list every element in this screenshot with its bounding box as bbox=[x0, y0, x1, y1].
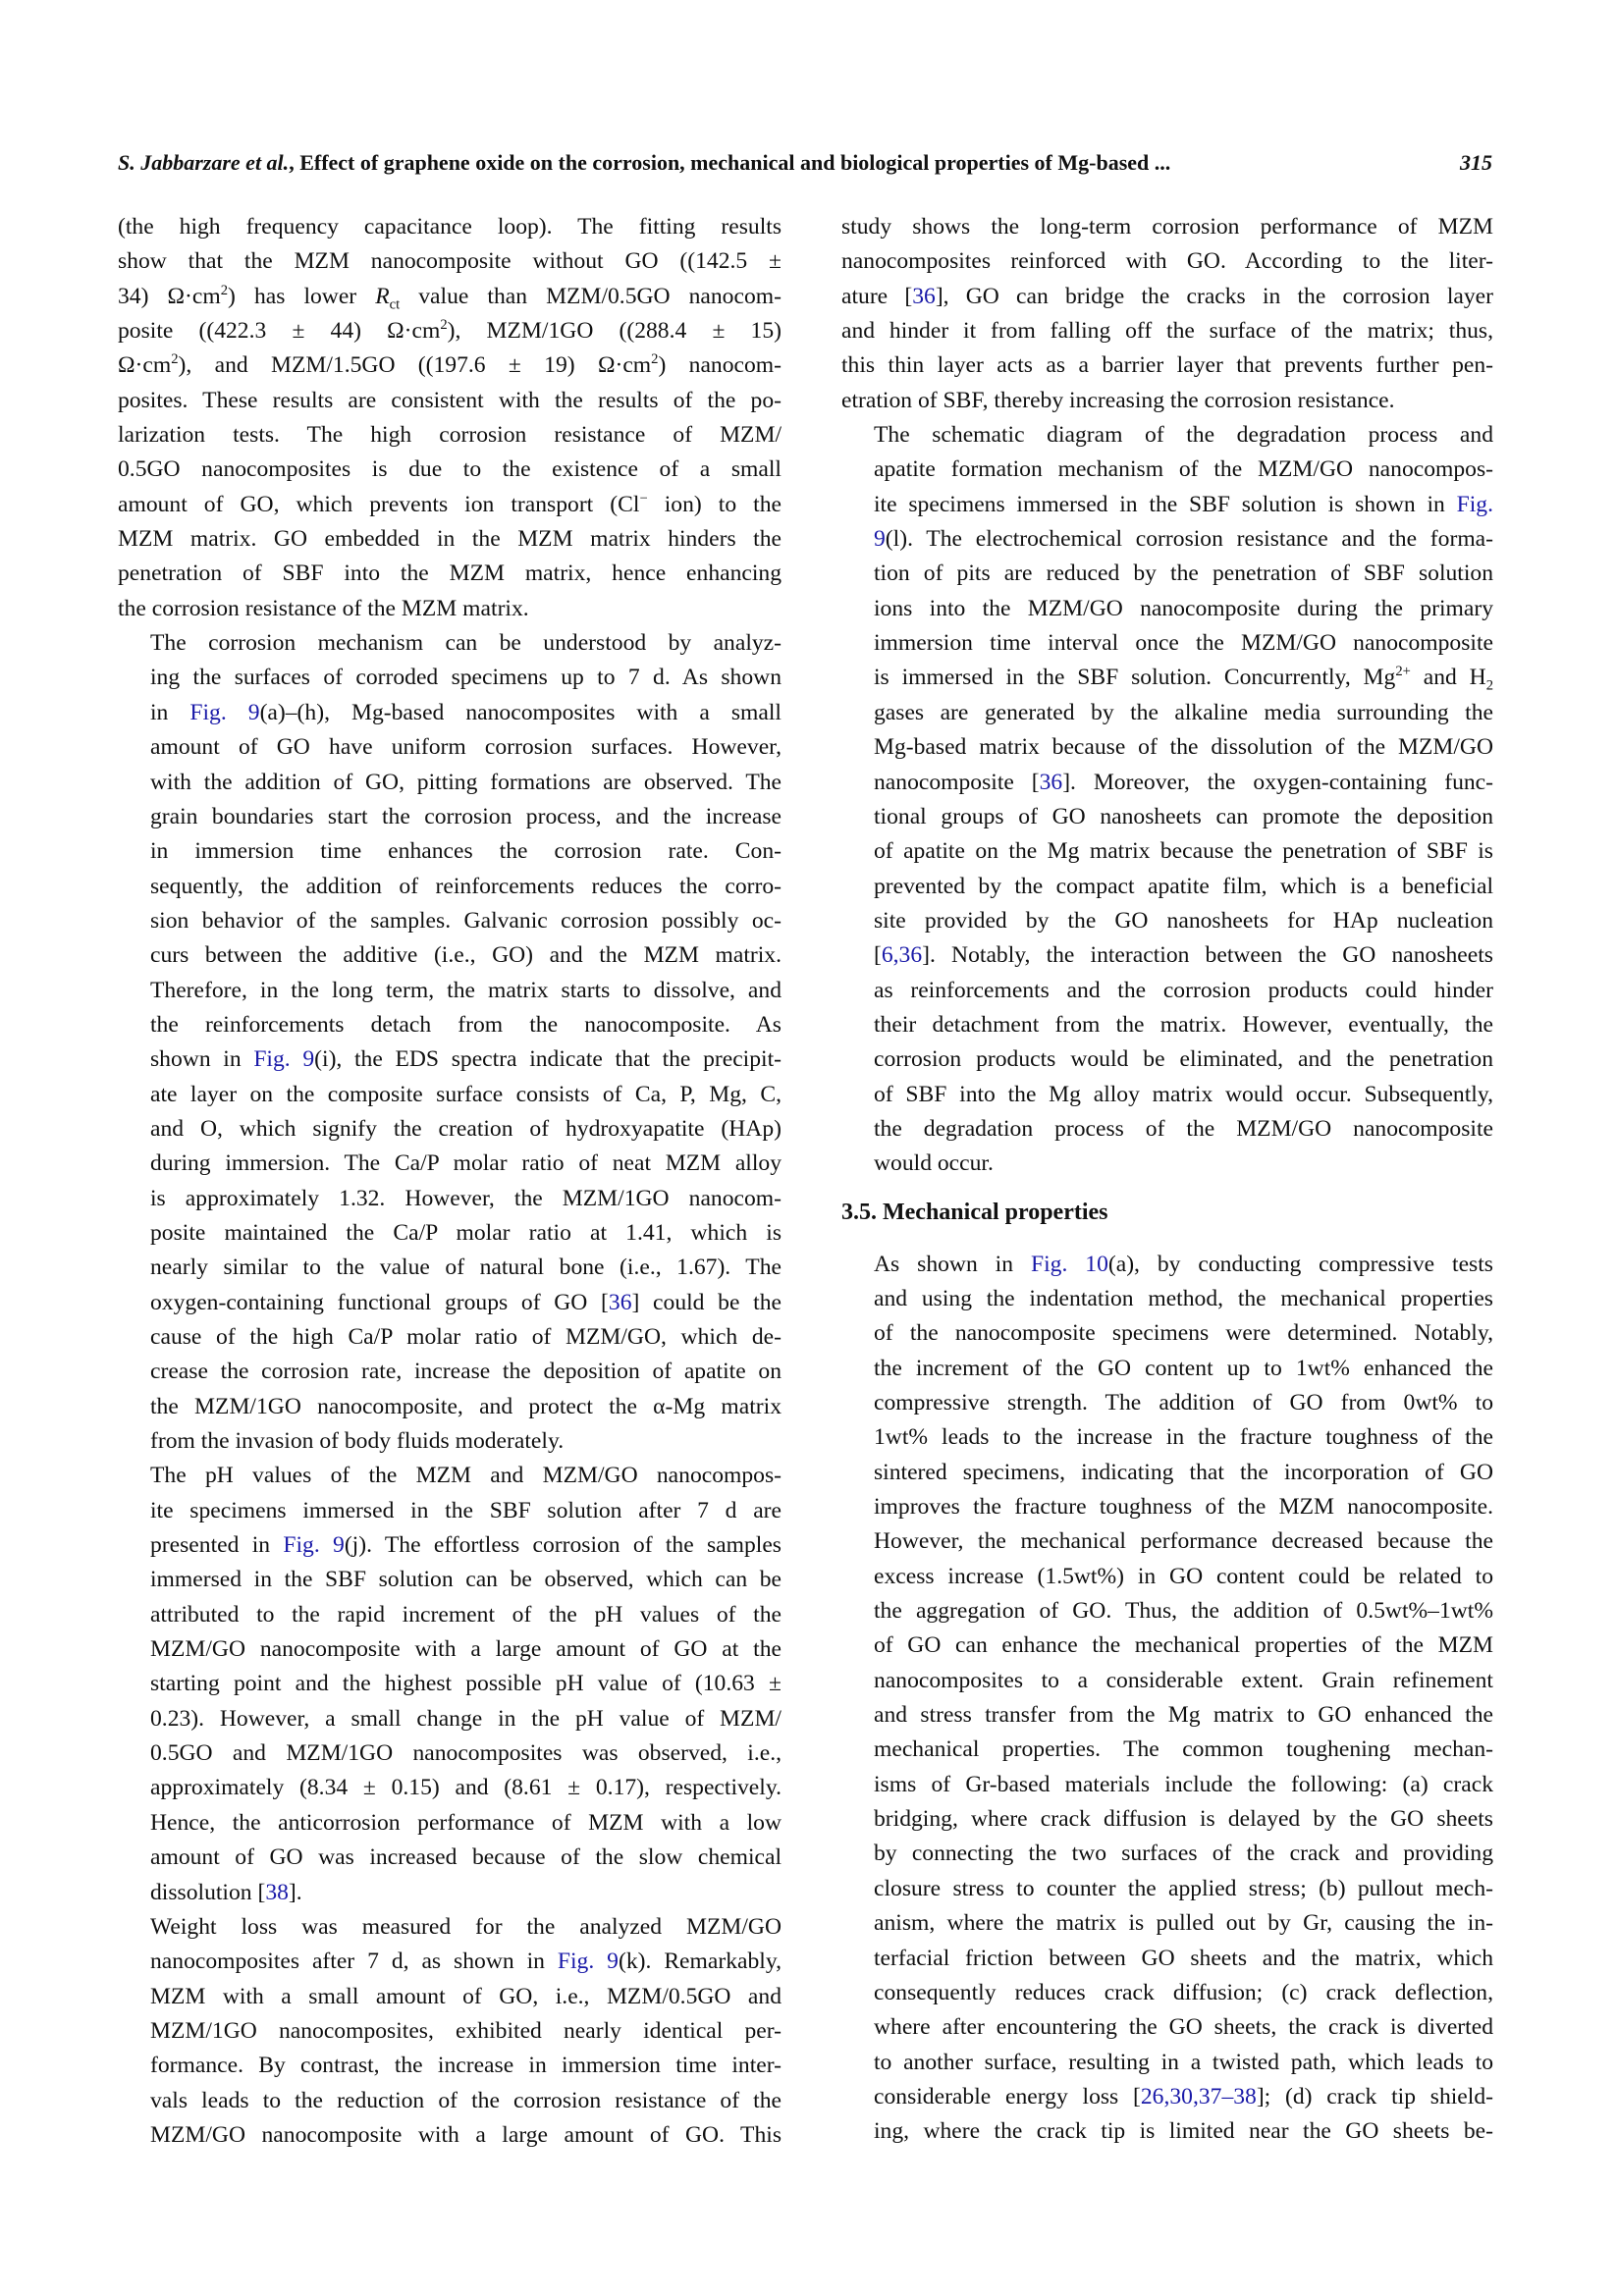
text-line: 0.23). However, a small change in the pH value of MZM/ bbox=[150, 1705, 782, 1732]
text-line bbox=[841, 938, 1493, 973]
text-line: show that the MZM nanocomposite without GO ((142.5 ± bbox=[118, 248, 782, 275]
text-line: of the nanocomposite specimens were determined. Notably, bbox=[874, 1320, 1493, 1347]
text-run: value than MZM/0.5GO nanocom- bbox=[400, 283, 782, 309]
citation-link[interactable]: 38 bbox=[265, 1879, 289, 1905]
text-run: (i), the EDS spectra indicate that the precipit- bbox=[314, 1046, 782, 1073]
text-run: ) nanocom- bbox=[658, 352, 782, 379]
text-run: 34) Ω·cm bbox=[118, 283, 221, 309]
text-line: as reinforcements and the corrosion products could hinder bbox=[874, 977, 1493, 1003]
text-line: in immersion time enhances the corrosion rate. Con- bbox=[150, 838, 782, 865]
text-line: by connecting the two surfaces of the crack and providing bbox=[874, 1841, 1493, 1867]
text-line bbox=[841, 488, 1493, 522]
figure-link[interactable]: Fig. 9 bbox=[253, 1046, 315, 1073]
text-run: As shown in bbox=[874, 1251, 1031, 1277]
text-run: presented in bbox=[150, 1532, 284, 1559]
citation-link[interactable]: 36 bbox=[1039, 769, 1063, 795]
text-line: to another surface, resulting in a twisted path, which leads to bbox=[874, 2049, 1493, 2075]
text-line: 1wt% leads to the increase in the fracture toughness of the bbox=[874, 1424, 1493, 1451]
paragraph-eis-fitting bbox=[118, 210, 782, 626]
figure-link[interactable]: 9 bbox=[874, 526, 886, 553]
text-line: Weight loss was measured for the analyzed MZM/GO bbox=[150, 1913, 782, 1940]
text-run: ite specimens immersed in the SBF solution is shown in bbox=[874, 491, 1457, 517]
text-line: the MZM/1GO nanocomposite, and protect the α-Mg matrix bbox=[150, 1393, 782, 1419]
text-line: anism, where the matrix is pulled out by Gr, causing the in- bbox=[874, 1910, 1493, 1937]
text-line: ing the surfaces of corroded specimens up to 7 d. As shown bbox=[150, 665, 782, 691]
text-run: (k). Remarkably, bbox=[618, 1949, 782, 1975]
figure-link[interactable]: Fig. 10 bbox=[1030, 1251, 1108, 1277]
text-line: larization tests. The high corrosion resistance of MZM/ bbox=[118, 422, 782, 449]
text-line: the corrosion resistance of the MZM matrix. bbox=[118, 595, 529, 621]
text-run: ] could be the bbox=[631, 1289, 782, 1315]
text-run: ion) to the bbox=[647, 491, 782, 517]
text-run: ), MZM/1GO ((288.4 ± 15) bbox=[447, 318, 782, 345]
text-line: posite maintained the Ca/P molar ratio at 1.41, which is bbox=[150, 1219, 782, 1246]
text-line: MZM/1GO nanocomposites, exhibited nearly identical per- bbox=[150, 2017, 782, 2044]
superscript: 2 bbox=[220, 282, 229, 298]
text-run: ature [ bbox=[841, 283, 913, 309]
subscript: ct bbox=[389, 296, 401, 313]
paragraph-weight-loss bbox=[118, 1910, 782, 2153]
text-line bbox=[118, 1876, 782, 1910]
text-line: ite specimens immersed in the SBF solution after 7 d are bbox=[150, 1497, 782, 1523]
text-line: amount of GO was increased because of the slow chemical bbox=[150, 1844, 782, 1871]
text-line: excess increase (1.5wt%) in GO content could be related to bbox=[874, 1563, 1493, 1589]
text-line: starting point and the highest possible pH value of (10.63 ± bbox=[150, 1671, 782, 1697]
text-line bbox=[841, 280, 1493, 314]
text-line: tion of pits are reduced by the penetration of SBF solution bbox=[874, 561, 1493, 587]
text-run: ) has lower bbox=[228, 283, 376, 309]
text-line bbox=[118, 1286, 782, 1320]
text-run: ]. Moreover, the oxygen-containing func- bbox=[1062, 769, 1493, 795]
text-line: nearly similar to the value of natural bone (i.e., 1.67). The bbox=[150, 1255, 782, 1281]
text-line: corrosion products would be eliminated, and the penetration bbox=[874, 1046, 1493, 1073]
text-line: Hence, the anticorrosion performance of MZM with a low bbox=[150, 1809, 782, 1836]
text-line: and stress transfer from the Mg matrix to GO enhanced the bbox=[874, 1702, 1493, 1729]
text-line: Mg-based matrix because of the dissolution of the MZM/GO bbox=[874, 734, 1493, 761]
text-run: (l). The electrochemical corrosion resistance and the forma- bbox=[885, 526, 1493, 553]
text-line: grain boundaries start the corrosion process, and the increase bbox=[150, 803, 782, 829]
text-run: ]. Notably, the interaction between the GO nanosheets bbox=[922, 942, 1493, 969]
text-line: and using the indentation method, the mechanical properties bbox=[874, 1285, 1493, 1311]
text-line: approximately (8.34 ± 0.15) and (8.61 ± 0.17), respectively. bbox=[150, 1775, 782, 1801]
text-line bbox=[118, 314, 782, 348]
superscript: 2+ bbox=[1395, 664, 1411, 680]
text-line: would occur. bbox=[874, 1150, 994, 1177]
text-line: gases are generated by the alkaline media surrounding the bbox=[874, 699, 1493, 725]
text-line: and hinder it from falling off the surface of the matrix; thus, bbox=[841, 318, 1493, 345]
text-line: prevented by the compact apatite film, which is a beneficial bbox=[874, 873, 1493, 899]
left-column bbox=[118, 210, 782, 2153]
text-line: curs between the additive (i.e., GO) and the MZM matrix. bbox=[150, 942, 782, 969]
paragraph-mechanical-properties bbox=[841, 1248, 1493, 2150]
text-line bbox=[118, 1945, 782, 1979]
text-line: this thin layer acts as a barrier layer that prevents further pen- bbox=[841, 352, 1493, 379]
text-run: amount of GO, which prevents ion transport (Cl bbox=[118, 491, 640, 517]
figure-link[interactable]: Fig. 9 bbox=[283, 1532, 345, 1559]
text-line: cause of the high Ca/P molar ratio of MZM/GO, which de- bbox=[150, 1324, 782, 1350]
text-line: where after encountering the GO sheets, the crack is diverted bbox=[874, 2014, 1493, 2041]
text-line bbox=[118, 488, 782, 522]
superscript: − bbox=[639, 490, 648, 507]
superscript: 2 bbox=[171, 351, 179, 368]
text-run: nanocomposite [ bbox=[874, 769, 1040, 795]
paragraph-degradation-schematic bbox=[841, 418, 1493, 1182]
text-run: dissolution [ bbox=[150, 1879, 266, 1905]
running-header bbox=[118, 143, 1492, 183]
text-line: 0.5GO and MZM/1GO nanocomposites was observed, i.e., bbox=[150, 1740, 782, 1767]
text-line: The corrosion mechanism can be understood by analyz- bbox=[150, 630, 782, 657]
text-line: ate layer on the composite surface consists of Ca, P, Mg, C, bbox=[150, 1081, 782, 1107]
text-run: ]. bbox=[288, 1879, 302, 1905]
section-heading: 3.5. Mechanical properties bbox=[841, 1199, 1108, 1225]
text-line: MZM matrix. GO embedded in the MZM matrix hinders the bbox=[118, 526, 782, 553]
text-line: the aggregation of GO. Thus, the addition of 0.5wt%–1wt% bbox=[874, 1598, 1493, 1625]
text-line: terfacial friction between GO sheets and the matrix, which bbox=[874, 1945, 1493, 1971]
text-line: study shows the long-term corrosion performance of MZM bbox=[841, 214, 1493, 240]
header-authors: S. Jabbarzare et al. bbox=[118, 150, 290, 175]
text-line bbox=[118, 696, 782, 730]
text-line bbox=[841, 2080, 1493, 2114]
figure-link[interactable]: Fig. bbox=[1456, 491, 1493, 517]
figure-link[interactable]: Fig. 9 bbox=[557, 1949, 619, 1975]
text-line: MZM/GO nanocomposite with a large amount of GO. This bbox=[150, 2121, 782, 2148]
text-line: the degradation process of the MZM/GO nanocomposite bbox=[874, 1115, 1493, 1142]
text-line: sequently, the addition of reinforcements reduces the corro- bbox=[150, 873, 782, 899]
superscript: 2 bbox=[440, 317, 448, 334]
text-run: ]; (d) crack tip shield- bbox=[1256, 2083, 1493, 2109]
text-line: penetration of SBF into the MZM matrix, hence enhancing bbox=[118, 561, 782, 587]
text-line: attributed to the rapid increment of the pH values of the bbox=[150, 1601, 782, 1628]
text-line: mechanical properties. The common toughening mechan- bbox=[874, 1736, 1493, 1763]
citation-link[interactable]: 36 bbox=[608, 1289, 632, 1315]
superscript: 2 bbox=[651, 351, 659, 368]
text-line: is approximately 1.32. However, the MZM/1GO nanocom- bbox=[150, 1185, 782, 1211]
text-line: However, the mechanical performance decreased because the bbox=[874, 1528, 1493, 1555]
text-run: nanocomposites after 7 d, as shown in bbox=[150, 1949, 558, 1975]
text-line: ing, where the crack tip is limited near the GO sheets be- bbox=[874, 2118, 1493, 2145]
text-line: Therefore, in the long term, the matrix starts to dissolve, and bbox=[150, 977, 782, 1003]
text-run: ), and MZM/1.5GO ((197.6 ± 19) Ω·cm bbox=[178, 352, 652, 379]
text-line: sintered specimens, indicating that the incorporation of GO bbox=[874, 1459, 1493, 1485]
text-line: posites. These results are consistent with the results of the po- bbox=[118, 387, 782, 413]
text-line: nanocomposites to a considerable extent. Grain refinement bbox=[874, 1667, 1493, 1693]
text-run: Ω·cm bbox=[118, 352, 172, 379]
text-line bbox=[118, 1042, 782, 1077]
text-line bbox=[841, 522, 1493, 557]
text-run: considerable energy loss [ bbox=[874, 2083, 1141, 2109]
text-line: MZM with a small amount of GO, i.e., MZM/0.5GO and bbox=[150, 1983, 782, 2009]
text-line: nanocomposites reinforced with GO. According to the liter- bbox=[841, 248, 1493, 275]
text-line: of SBF into the Mg alloy matrix would occur. Subsequently, bbox=[874, 1081, 1493, 1107]
text-line: sion behavior of the samples. Galvanic corrosion possibly oc- bbox=[150, 907, 782, 934]
text-run: (a), by conducting compressive tests bbox=[1107, 1251, 1493, 1277]
text-line: consequently reduces crack diffusion; (c) crack deflection, bbox=[874, 1979, 1493, 2005]
citation-link[interactable]: 36 bbox=[912, 283, 936, 309]
text-run: and H bbox=[1410, 665, 1486, 691]
text-run: posite ((422.3 ± 44) Ω·cm bbox=[118, 318, 441, 345]
text-line: of apatite on the Mg matrix because the penetration of SBF is bbox=[874, 838, 1493, 865]
page-number: 315 bbox=[1460, 150, 1492, 175]
text-line: the increment of the GO content up to 1wt% enhanced the bbox=[874, 1355, 1493, 1381]
text-line: tional groups of GO nanosheets can promote the deposition bbox=[874, 803, 1493, 829]
text-run: is immersed in the SBF solution. Concurrently, Mg bbox=[874, 665, 1396, 691]
text-line: compressive strength. The addition of GO from 0wt% to bbox=[874, 1390, 1493, 1415]
text-line: isms of Gr-based materials include the following: (a) crack bbox=[874, 1771, 1493, 1797]
text-line: immersed in the SBF solution can be observed, which can be bbox=[150, 1567, 782, 1593]
text-line: (the high frequency capacitance loop). The fitting results bbox=[118, 214, 782, 240]
text-line: The schematic diagram of the degradation process and bbox=[874, 422, 1493, 449]
text-line: immersion time interval once the MZM/GO nanocomposite bbox=[874, 630, 1493, 657]
text-line: of GO can enhance the mechanical properties of the MZM bbox=[874, 1632, 1493, 1659]
text-line: The pH values of the MZM and MZM/GO nanocompos- bbox=[150, 1463, 782, 1489]
text-line bbox=[841, 1248, 1493, 1282]
text-line bbox=[841, 661, 1493, 695]
text-line: during immersion. The Ca/P molar ratio of neat MZM alloy bbox=[150, 1150, 782, 1177]
text-run: (a)–(h), Mg-based nanocomposites with a small bbox=[259, 699, 782, 725]
text-line: crease the corrosion rate, increase the deposition of apatite on bbox=[150, 1359, 782, 1385]
text-run: ], GO can bridge the cracks in the corrosion layer bbox=[935, 283, 1493, 309]
text-line: improves the fracture toughness of the MZM nanocomposite. bbox=[874, 1494, 1493, 1521]
text-run: in bbox=[150, 699, 190, 725]
text-line bbox=[118, 348, 782, 383]
text-line: ions into the MZM/GO nanocomposite during the primary bbox=[874, 595, 1493, 621]
paragraph-ph-values bbox=[118, 1459, 782, 1909]
text-line: apatite formation mechanism of the MZM/GO nanocompos- bbox=[874, 456, 1493, 483]
text-line: amount of GO have uniform corrosion surfaces. However, bbox=[150, 734, 782, 761]
text-line: and O, which signify the creation of hydroxyapatite (HAp) bbox=[150, 1115, 782, 1142]
subscript: 2 bbox=[1485, 678, 1493, 695]
right-column bbox=[841, 210, 1493, 2150]
text-line: etration of SBF, thereby increasing the corrosion resistance. bbox=[841, 387, 1395, 413]
text-line: formance. By contrast, the increase in immersion time inter- bbox=[150, 2053, 782, 2079]
text-line: 0.5GO nanocomposites is due to the existence of a small bbox=[118, 456, 782, 483]
text-line: from the invasion of body fluids moderately. bbox=[150, 1428, 565, 1455]
paragraph-long-term-corrosion bbox=[841, 210, 1493, 418]
text-line bbox=[841, 766, 1493, 800]
citation-link[interactable]: 6,36 bbox=[881, 942, 923, 969]
italic-symbol: R bbox=[375, 283, 390, 309]
text-line: closure stress to counter the applied stress; (b) pullout mech- bbox=[874, 1875, 1493, 1901]
paragraph-corrosion-mechanism bbox=[118, 626, 782, 1459]
text-line: MZM/GO nanocomposite with a large amount of GO at the bbox=[150, 1636, 782, 1663]
text-run: (j). The effortless corrosion of the samples bbox=[344, 1532, 782, 1559]
header-title: , Effect of graphene oxide on the corrosion, mechanical and biological properties of Mg-based ... bbox=[289, 150, 1171, 175]
figure-link[interactable]: Fig. 9 bbox=[189, 699, 260, 725]
text-line bbox=[118, 1528, 782, 1563]
text-line: their detachment from the matrix. However, eventually, the bbox=[874, 1011, 1493, 1038]
text-line: vals leads to the reduction of the corrosion resistance of the bbox=[150, 2087, 782, 2113]
text-line: the reinforcements detach from the nanocomposite. As bbox=[150, 1011, 782, 1038]
text-run: oxygen-containing functional groups of GO [ bbox=[150, 1289, 609, 1315]
citation-link[interactable]: 26,30,37–38 bbox=[1140, 2083, 1257, 2109]
text-line: bridging, where crack diffusion is delayed by the GO sheets bbox=[874, 1806, 1493, 1833]
text-run: [ bbox=[874, 942, 882, 969]
text-line: with the addition of GO, pitting formations are observed. The bbox=[150, 769, 782, 795]
text-line: site provided by the GO nanosheets for HAp nucleation bbox=[874, 907, 1493, 934]
text-run: shown in bbox=[150, 1046, 254, 1073]
text-line bbox=[118, 280, 782, 314]
